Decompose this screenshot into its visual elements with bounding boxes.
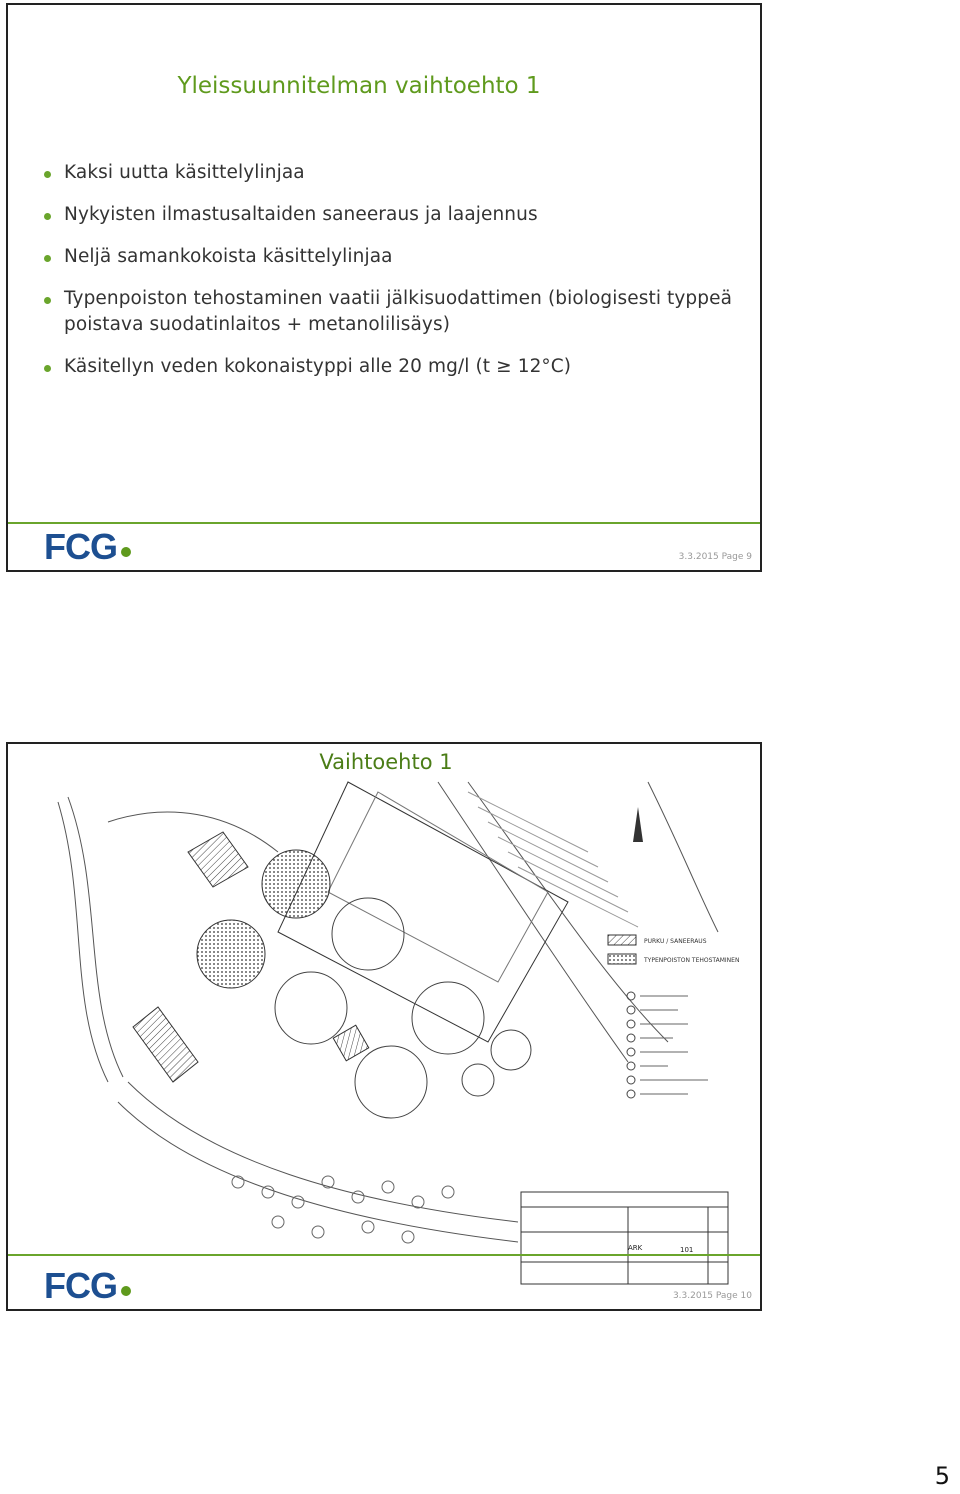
slide-title: Yleissuunnitelman vaihtoehto 1 [177,73,541,99]
bullet-text: Käsitellyn veden kokonaistyppi alle 20 mg/l (t ≥ 12°C) [64,356,572,377]
legend-label-1: PURKU / SANEERAUS [644,938,707,945]
slide-date-page: 3.3.2015 Page 9 [678,552,752,562]
document-page-number: 5 [934,1462,950,1490]
logo-dot-icon [121,547,131,557]
bullet-item [44,286,744,338]
logo-text: FCG [44,1265,117,1306]
bullet-dot-icon [44,255,51,262]
fcg-logo [44,1265,131,1306]
logo-text: FCG [44,526,117,567]
bullet-text: Neljä samankokoista käsittelylinjaa [64,246,393,267]
bullet-text: Nykyisten ilmastusaltaiden saneeraus ja laajennus [64,204,538,225]
bullet-item [44,244,744,270]
footer-divider [8,1254,760,1256]
slide-10 [6,742,762,1311]
bullet-item [44,354,744,380]
bullet-item [44,160,744,186]
bullet-item [44,202,744,228]
bullet-dot-icon [44,297,51,304]
logo-dot-icon [121,1286,131,1296]
site-plan-drawing [48,782,740,1254]
bullet-dot-icon [44,213,51,220]
bullet-dot-icon [44,171,51,178]
slide-title: Vaihtoehto 1 [319,750,453,774]
legend-label-2: TYPENPOISTON TEHOSTAMINEN [644,957,740,964]
slide-date-page: 3.3.2015 Page 10 [672,1291,752,1301]
bullet-dot-icon [44,365,51,372]
bullet-list [44,160,744,396]
fcg-logo [44,526,131,567]
footer-divider [8,522,760,524]
bullet-text: Typenpoiston tehostaminen vaatii jälkisuodattimen (biologisesti typpeä poistava suodatinlaitos + metanolilisäys) [64,288,733,335]
sheet-number: 101 [680,1246,694,1254]
slide-9 [6,3,762,572]
sheet-code: ARK [628,1244,643,1252]
bullet-text: Kaksi uutta käsittelylinjaa [64,162,305,183]
